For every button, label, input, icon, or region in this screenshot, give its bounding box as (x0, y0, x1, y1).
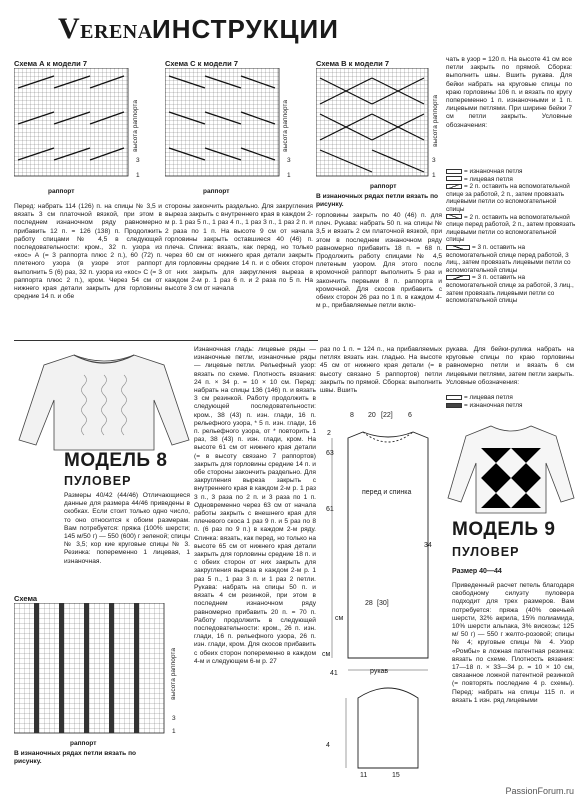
sweater-illustration-9 (446, 418, 576, 518)
model9-intro: рукава. Для бейки-рулика набрать на круговые спицы по краю горловины равномерно петли и вязать 6 см лицевыми петлями, затем петли закрыть. Условные обозначения: (446, 346, 574, 386)
dim-30: [30] (377, 600, 389, 607)
chart-c-height-label: высота раппорта (282, 100, 289, 152)
dim-6: 6 (408, 412, 412, 419)
legend-item: = лицевая петля (446, 394, 574, 402)
chart-b-row3: 3 (432, 157, 436, 164)
model8-title: МОДЕЛЬ 8 (64, 450, 168, 471)
chart-b-note: В изнаночных рядах петли вязать по рисунку. (316, 193, 439, 208)
chart-a-row1: 1 (136, 172, 140, 179)
dim-22: [22] (381, 412, 393, 419)
chart-b-grid (316, 68, 441, 183)
legend-model7 (446, 168, 576, 305)
chart-m8-rapport: раппорт (70, 740, 97, 747)
page-title: ИНСТРУКЦИИ (152, 14, 339, 44)
panel-label: перед и спинка (362, 489, 412, 496)
dim-61: 61 (326, 506, 334, 513)
dim-4: 4 (326, 742, 330, 749)
chart-c-grid (165, 68, 285, 183)
legend-item: = 3 п. оставить на вспомогательной спице за работой, 3 лиц., затем провязать лицевыми петли со вспомогательной спицы (446, 274, 574, 305)
chart-b-height-label: высота раппорта (432, 95, 439, 147)
legend-item: = изнаночная петля (446, 402, 574, 410)
legend-item: = 2 п. оставить на вспомогательной спице перед работой, 2 п., затем провязать лицевыми петли со вспомогательной спицы (446, 213, 576, 244)
dim-28: 28 (365, 600, 373, 607)
text-col-assembly: чать в узор = 120 п. На высоте 41 см все петли закрыть по прямой. Сборка: выполнить швы. Вшить рукава. Для бейки набрать на круговые спицы по краю горловины 106 п. и вязать по кругу попеременно 1 п. изнаночными и 1 п. лицевыми петлями. При ширине бейки 7 см петли закрыть. Условные обозначения: (446, 56, 572, 129)
dim-41: 41 (330, 670, 338, 677)
legend-model8 (446, 394, 574, 410)
legend-item: = лицевая петля (446, 176, 576, 184)
chart-b-rapport: раппорт (370, 183, 397, 190)
model8-subtitle: ПУЛОВЕР (64, 474, 132, 488)
chart-a-grid (14, 68, 134, 183)
dim-34: 34 (424, 542, 432, 549)
chart-b-title: Схема В к модели 7 (316, 59, 390, 68)
model9-subtitle: ПУЛОВЕР (452, 545, 520, 559)
legend-item: = изнаночная петля (446, 168, 576, 176)
brand-logo: VERENA (58, 12, 153, 45)
text-col-back: стороны закончить раздельно. Для закругления выреза закрыть с внутреннего края в каждом 2-м р. 1 раз 5 п., 1 раз 4 п., 1 раз 3 п., 1 раз 2 п. и 2 раза по 1 п. На высоте 9 см от начала горловины закрыть оставшиеся 40 (46) п. плеча. Спинка: вязать, как перед, но только через 60 см от нижнего края детали закрыть для горловины средние 14 п. и с обеих сторон от них закрыть для закругления выреза в каждом 2-м р. 1 раз 6 п. и 2 раза по 5 п. На высоте 3 см от начала (165, 203, 313, 293)
divider (14, 340, 318, 341)
model8-instructions-cont: раз по 1 п. = 124 п., на прибавляемых петлях вязать изн. гладью. На высоте 45 см от нижнего края детали (= в высоту связано 5 раппортов) петли закрыть по прямой. Сборка: выполнить швы. Вшить (320, 346, 442, 395)
sweater-illustration-8 (14, 345, 194, 455)
sleeve-label: рукав (370, 668, 389, 675)
chart-c-title: Схема С к модели 7 (165, 59, 239, 68)
dim-11: 11 (360, 772, 368, 779)
text-col-sleeves: горловины закрыть по 40 (46) п. для плеч. Рукава: набрать 50 п. на спицы № 3,5 и вязать 2 см платочной вязкой, при этом в последнем изнаночном ряду равномерно прибавить 18 п. = 68 п. Продолжить работу спицами № 4,5 плетеным узором. Для этого после кромочной раппорт выполнить 5 раз и закончить первыми 8 п. раппорта и кромочной. Для скосов прибавить с обеих сторон 26 раз по 1 п. в каждом 4-м р., прибавляемые петли вклю- (316, 212, 442, 310)
chart-m8-row3: 3 (172, 715, 176, 722)
legend-item: = 2 п. оставить на вспомогательной спице за работой, 2 п., затем провязать лицевыми петли со вспомогательной спицы (446, 183, 570, 213)
chart-b-row1: 1 (432, 172, 436, 179)
chart-m8-height-label: высота раппорта (170, 648, 177, 700)
text-col-front: Перед: набрать 114 (126) п. на спицы № 3,5 и вязать 3 см платочной вязкой, при этом в последнем изнаночном ряду равномерно прибавить 12 п. = 126 (138) п. Продолжить работу спицами № 4,5 в следующей последовательности: кром., 32 п. узора из «кос» А (= 3 раппорта плюс 2 п.), 60 (72) п. плетеного узора (в узоре этот раппорт выполнить 5 (6) раз, 32 п. узора из «кос» С (= 3 раппорта плюс 2 п.), кром. Через 54 см от нижнего края детали закрыть для горловины средние 14 п. и обе (14, 203, 162, 301)
model8-instructions: Изнаночная гладь: лицевые ряды — изнаночные петли, изнаночные ряды — лицевые петли. Рельефный узор: вязать по схеме. Плотность вязания: 24 п. × 34 р. = 10 × 10 см. Перед: набрать на спицы 136 (146) п. и вязать 3 см резинкой. Работу продолжить в следующей последовательности: кром., 38 (43) п. изн. глади, 16 п. рельефного узора, * 5 п. изн. глади, 16 п. рельефного узора, от * повторить 1 раз, 38 (43) п. изн. глади, кром. На высоте 61 см от нижнего края детали (= в высоту связано 7 раппортов) закрыть для горловины средние 14 п. и обе стороны закончить раздельно. Для закругления выреза закрыть с внутреннего края в каждом 2-м р. 1 раз 3 п., 3 раза по 2 п. и 3 раза по 1 п. Одновременно через 63 см от начала работы закрыть с внешнего края для плечевого скоса 1 раз 9 п. и 5 раз по 8 п. (6 раз по 9 п.) в каждом 2-м ряду. Спинка: вязать, как перед, но только на высоте 65 см от нижнего края детали закрыть для горловины средние 18 п. и с обеих сторон от них закрыть для закругления выреза в каждом 2-м р. 1 раз 5 п., 1 раз 3 п. и 1 раз 2 петли. Рукава: набрать на спицы 50 п. и вязать 4 см резинкой, при этом в последнем изнаночном ряду равномерно прибавить 20 п. = 70 п. Работу продолжить в следующей последовательности: кром., 26 п. изн. глади, 16 п. рельефного узора, 26 п. изн. глади, кром. Для скосов прибавить с обеих сторон попеременно в каждом 4-м и следующем 6-м р. 27 (194, 346, 316, 665)
chart-a-row3: 3 (136, 157, 140, 164)
dim-2: 2 (327, 430, 331, 437)
dim-63: 63 (326, 450, 334, 457)
dim-8: 8 (350, 412, 354, 419)
legend-item: = 3 п. оставить на вспомогательной спице перед работой, 3 лиц., затем провязать лицевыми петли со вспомогательной спицы (446, 243, 571, 274)
model9-instructions: Приведенный расчет петель благодаря свободному силуэту пуловера подходит для трех размеров. Вам потребуется: пряжа (40% овечьей шерсти, 32% акрила, 15% полиамида, 10% шерсти альпака, 3% вискозы; 125 м/ 50 г) — 550 г желто-розовой; спицы № 4; круговые спицы № 4. Узор «Ромбы» в ложная патентная резинка: вязать по схеме. Плотность вязания: 17—18 п. × 33—34 р. = 10 × 10 см, связанное ложной патентной резинкой (= повторять последние 4 р. схемы). Перед: набрать на спицы 115 п. и вязать 1 изн. ряд лицевыми (452, 582, 574, 704)
chart-c-row3: 3 (287, 157, 291, 164)
chart-c-rapport: раппорт (203, 188, 230, 195)
chart-m8-note: В изнаночных рядах петли вязать по рисунку. (14, 750, 137, 765)
model8-sizes-text: Размеры 40/42 (44/46) Отличающиеся данные для размера 44/46 приведены в скобках. Если стоит только одно число, то оно относится к обоим размерам. Вам потребуется: пряжа (100% шерсти; 145 м/50 г) — 550 (600) г зеленой; спицы № 3,5; кор кие круговые спицы № 3. Резинка: попеременно 1 лицевая, 1 изнаночная. (64, 492, 190, 565)
dim-15: 15 (392, 772, 400, 779)
unit-cm-2: см (335, 615, 344, 622)
chart-a-rapport: раппорт (48, 188, 75, 195)
chart-m8-row1: 1 (172, 728, 176, 735)
chart-m8-grid (14, 603, 174, 738)
unit-cm: см (322, 651, 331, 658)
chart-c-row1: 1 (287, 172, 291, 179)
chart-a-height-label: высота раппорта (132, 100, 139, 152)
model9-size: Размер 40—44 (452, 568, 502, 575)
watermark: PassionForum.ru (505, 786, 574, 796)
chart-m8-title: Схема (14, 594, 38, 603)
model9-title: МОДЕЛЬ 9 (452, 519, 556, 540)
dim-20: 20 (368, 412, 376, 419)
chart-a-title: Схема А к модели 7 (14, 59, 88, 68)
